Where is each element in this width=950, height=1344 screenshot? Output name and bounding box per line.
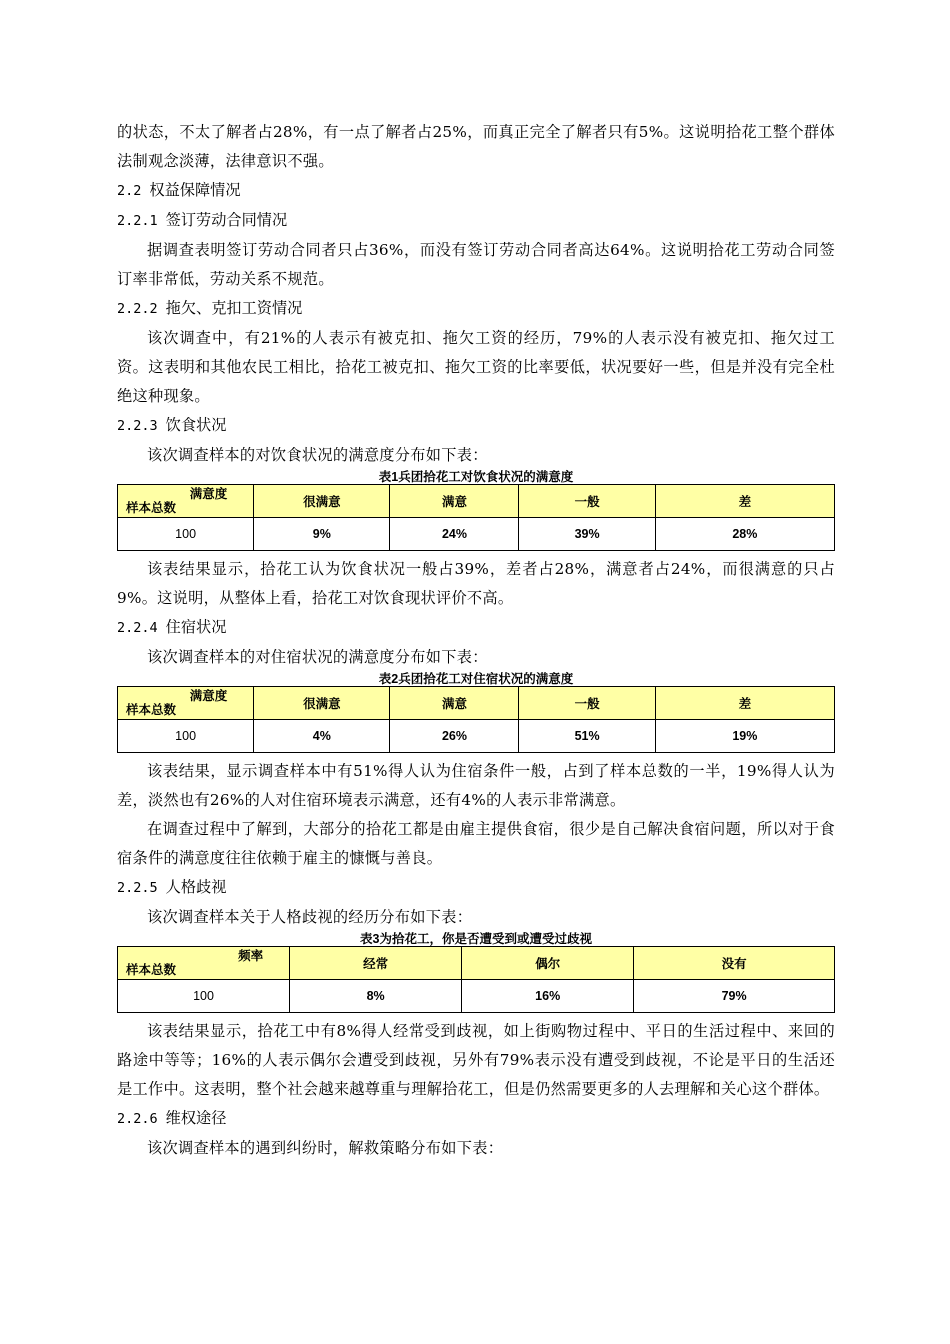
diagonal-header-cell	[118, 485, 254, 518]
value-cell: 26%	[390, 720, 519, 753]
section-number: 2.2.6	[117, 1111, 158, 1127]
paragraph-rights-intro: 该次调查样本的遇到纠纷时，解救策略分布如下表：	[147, 1139, 504, 1157]
section-title: 饮食状况	[165, 416, 227, 434]
paragraph-food-result: 该表结果显示，拾花工认为饮食状况一般占39%，差者占28%，满意者占24%，而很满意的只占9%。这说明，从整体上看，拾花工对饮食现状评价不高。	[117, 560, 835, 607]
section-heading-2-2-5	[117, 873, 835, 903]
diag-top-label: 频率	[238, 949, 264, 963]
section-number: 2.2.4	[117, 620, 158, 636]
table-2-caption: 表2兵团拾花工对住宿状况的满意度	[378, 672, 574, 686]
total-cell: 100	[118, 720, 254, 753]
section-heading-2-2-6	[117, 1104, 835, 1134]
table-header-row	[118, 947, 835, 980]
section-title: 住宿状况	[165, 618, 227, 636]
header-cell: 差	[655, 687, 834, 720]
section-heading-2-2	[117, 176, 835, 206]
value-cell: 4%	[254, 720, 390, 753]
document-page	[117, 118, 835, 1163]
paragraph-labor-contract: 据调查表明签订劳动合同者只占36%，而没有签订劳动合同者高达64%。这说明拾花工劳动合同签订率非常低，劳动关系不规范。	[117, 241, 835, 288]
table-3-discrimination	[117, 946, 835, 1013]
value-cell: 79%	[634, 980, 835, 1013]
section-title: 拖欠、克扣工资情况	[165, 299, 303, 317]
diag-top-label: 满意度	[189, 487, 228, 501]
table-header-row	[118, 485, 835, 518]
table-3-caption: 表3为拾花工，你是否遭受到或遭受过歧视	[360, 932, 592, 946]
table-1-caption: 表1兵团拾花工对饮食状况的满意度	[378, 470, 574, 484]
header-cell: 经常	[290, 947, 462, 980]
section-number: 2.2	[117, 183, 142, 199]
table-row	[118, 720, 835, 753]
diag-bottom-label: 样本总数	[126, 703, 177, 717]
diagonal-header-cell	[118, 947, 290, 980]
diag-bottom-label: 样本总数	[126, 501, 177, 515]
paragraph-discrimination-result: 该表结果显示，拾花工中有8%得人经常受到歧视，如上街购物过程中、平日的生活过程中、来回的路途中等等；16%的人表示偶尔会遭受到歧视，另外有79%表示没有遭受到歧视，不论是平日的生活还是工作中。这表明，整个社会越来越尊重与理解拾花工，但是仍然需要更多的人去理解和关心这个群体。	[117, 1022, 835, 1098]
header-cell: 偶尔	[462, 947, 634, 980]
header-cell: 一般	[519, 485, 655, 518]
table-row	[118, 518, 835, 551]
total-cell: 100	[118, 518, 254, 551]
table-header-row	[118, 687, 835, 720]
section-heading-2-2-4	[117, 613, 835, 643]
diagonal-header-cell	[118, 687, 254, 720]
paragraph-food-intro: 该次调查样本的对饮食状况的满意度分布如下表：	[147, 446, 488, 464]
header-cell: 差	[655, 485, 834, 518]
total-cell: 100	[118, 980, 290, 1013]
value-cell: 28%	[655, 518, 834, 551]
value-cell: 24%	[390, 518, 519, 551]
paragraph-discrimination-intro: 该次调查样本关于人格歧视的经历分布如下表：	[147, 908, 473, 926]
value-cell: 19%	[655, 720, 834, 753]
header-cell: 一般	[519, 687, 655, 720]
paragraph-housing-intro: 该次调查样本的对住宿状况的满意度分布如下表：	[147, 648, 488, 666]
value-cell: 16%	[462, 980, 634, 1013]
section-number: 2.2.2	[117, 301, 158, 317]
value-cell: 51%	[519, 720, 655, 753]
section-title: 人格歧视	[165, 878, 227, 896]
paragraph-housing-result: 该表结果，显示调查样本中有51%得人认为住宿条件一般，占到了样本总数的一半，19%得人认为差，淡然也有26%的人对住宿环境表示满意，还有4%的人表示非常满意。	[117, 762, 835, 809]
table-row	[118, 980, 835, 1013]
section-title: 签订劳动合同情况	[165, 211, 288, 229]
header-cell: 很满意	[254, 485, 390, 518]
section-number: 2.2.1	[117, 213, 158, 229]
table-1-food-satisfaction	[117, 484, 835, 551]
section-title: 权益保障情况	[149, 181, 241, 199]
header-cell: 满意	[390, 687, 519, 720]
header-cell: 很满意	[254, 687, 390, 720]
diag-top-label: 满意度	[189, 689, 228, 703]
value-cell: 39%	[519, 518, 655, 551]
value-cell: 9%	[254, 518, 390, 551]
section-heading-2-2-2	[117, 294, 835, 324]
section-heading-2-2-1	[117, 206, 835, 236]
paragraph-legal-awareness: 的状态，不太了解者占28%，有一点了解者占25%，而真正完全了解者只有5%。这说明拾花工整个群体法制观念淡薄，法律意识不强。	[117, 123, 835, 170]
paragraph-wage-arrears: 该次调查中，有21%的人表示有被克扣、拖欠工资的经历，79%的人表示没有被克扣、拖欠过工资。这表明和其他农民工相比，拾花工被克扣、拖欠工资的比率要低，状况要好一些，但是并没有完全杜绝这种现象。	[117, 329, 835, 405]
section-heading-2-2-3	[117, 411, 835, 441]
value-cell: 8%	[290, 980, 462, 1013]
section-number: 2.2.3	[117, 418, 158, 434]
header-cell: 满意	[390, 485, 519, 518]
paragraph-housing-note: 在调查过程中了解到，大部分的拾花工都是由雇主提供食宿，很少是自己解决食宿问题，所以对于食宿条件的满意度往往依赖于雇主的慷慨与善良。	[117, 820, 835, 867]
section-number: 2.2.5	[117, 880, 158, 896]
section-title: 维权途径	[165, 1109, 227, 1127]
header-cell: 没有	[634, 947, 835, 980]
diag-bottom-label: 样本总数	[126, 963, 177, 977]
table-2-housing-satisfaction	[117, 686, 835, 753]
